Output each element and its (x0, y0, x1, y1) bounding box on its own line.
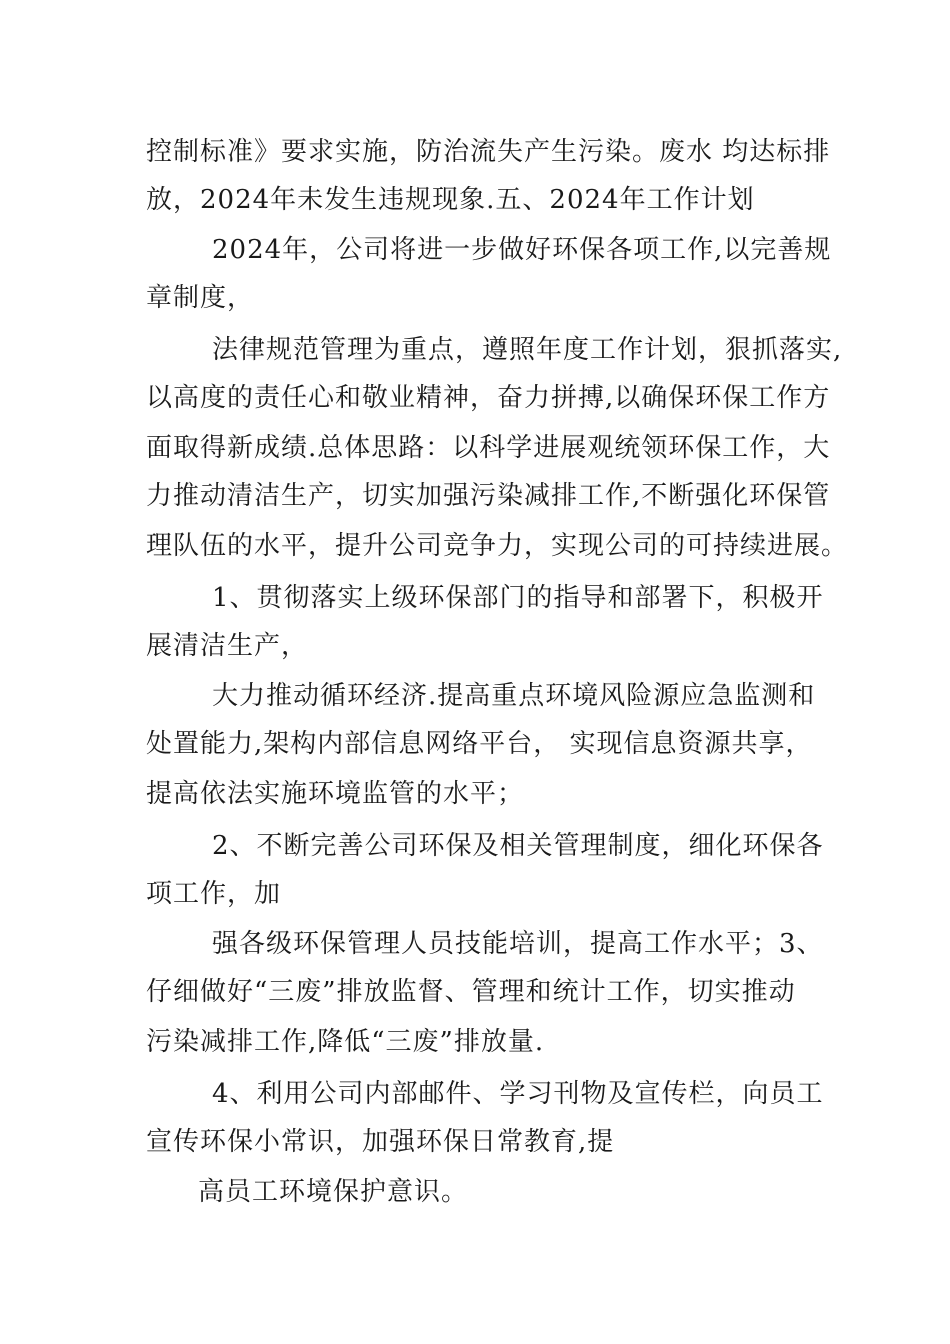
text-line: 2、不断完善公司环保及相关管理制度，细化环保各 (212, 831, 824, 861)
text-line: 项工作，加 (146, 879, 282, 909)
text-line: 4、利用公司内部邮件、学习刊物及宣传栏，向员工 (212, 1079, 824, 1109)
text-line: 放，2024年未发生违规现象.五、2024年工作计划 (146, 185, 755, 215)
text-line: 展清洁生产， (146, 631, 309, 661)
text-line: 章制度， (146, 283, 255, 313)
text-line: 2024年，公司将进一步做好环保各项工作,以完善规 (212, 235, 832, 265)
text-line: 法律规范管理为重点，遵照年度工作计划，狠抓落实, (212, 335, 843, 365)
text-line: 高员工环境保护意识。 (198, 1177, 469, 1207)
text-line: 力推动清洁生产，切实加强污染减排工作,不断强化环保管 (146, 481, 831, 511)
text-line: 控制标准》要求实施，防治流失产生污染。废水 均达标排 (146, 137, 831, 167)
text-line: 仔细做好“三废”排放监督、管理和统计工作，切实推动 (146, 977, 796, 1007)
text-line: 处置能力,架构内部信息网络平台， 实现信息资源共享， (146, 729, 813, 759)
text-line: 1、贯彻落实上级环保部门的指导和部署下，积极开 (212, 583, 824, 613)
text-line: 以高度的责任心和敬业精神，奋力拼搏,以确保环保工作方 (146, 383, 831, 413)
text-line: 强各级环保管理人员技能培训，提高工作水平；3、 (212, 929, 824, 959)
text-line: 大力推动循环经济.提高重点环境风险源应急监测和 (212, 681, 816, 711)
text-line: 理队伍的水平，提升公司竞争力，实现公司的可持续进展。 (146, 531, 849, 561)
text-line: 提高依法实施环境监管的水平； (146, 779, 525, 809)
text-line: 面取得新成绩.总体思路：以科学进展观统领环保工作，大 (146, 433, 831, 463)
text-line: 宣传环保小常识，加强环保日常教育,提 (146, 1127, 615, 1157)
text-line: 污染减排工作,降低“三废”排放量. (146, 1027, 545, 1057)
